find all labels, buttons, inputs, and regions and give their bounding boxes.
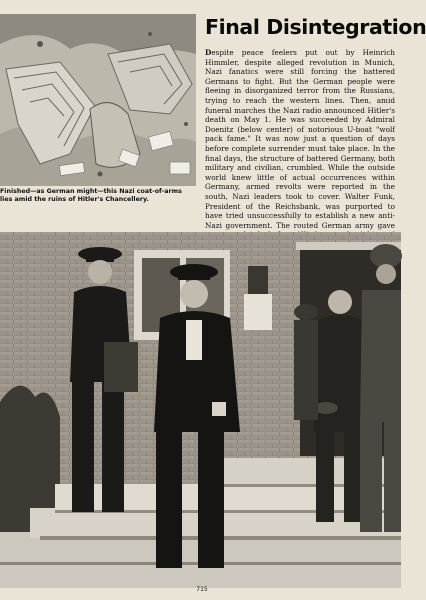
doenitz-officers-photo [0,232,401,588]
article-body [205,48,395,249]
coat-of-arms-ruins-image [0,14,196,186]
photo-caption-top: Finished—as German might—this Nazi coat-of-arms lies amid the ruins of Hitler's Chancellery. [0,188,182,203]
coat-of-arms-ruins-photo [0,14,196,186]
doenitz-officers-image [0,232,401,588]
page-number: 715 [196,586,208,593]
article-text: espite peace feelers put out by Heinrich Himmler, despite alleged revolution in Munich, Nazi fanatics were still forcing the battered Germans to fight. But the German people were fleeing in disorganized terror from the Russians, trying to reach the western lines. Then, amid funeral marches the Nazi radio announced Hitler's death on May 1. He was succeeded by Admiral Doenitz (below center) of notorious U-boat "wolf pack fame." It was now just a question of days before complete surrender must take place. In the final days, the structure of battered Germany, both military and civilian, crumbled. While the outside world knew little of actual occurrences within Germany, armed revolts were reported in the south, Nazi leaders took to cover. Walter Funk, President of the Reichsbank, was purported to have tried unsuccessfully to establish a new anti-Nazi government. The routed German army gave [205,48,395,230]
article-dropcap: D [205,48,212,57]
headline: Final Disintegration [205,15,426,39]
